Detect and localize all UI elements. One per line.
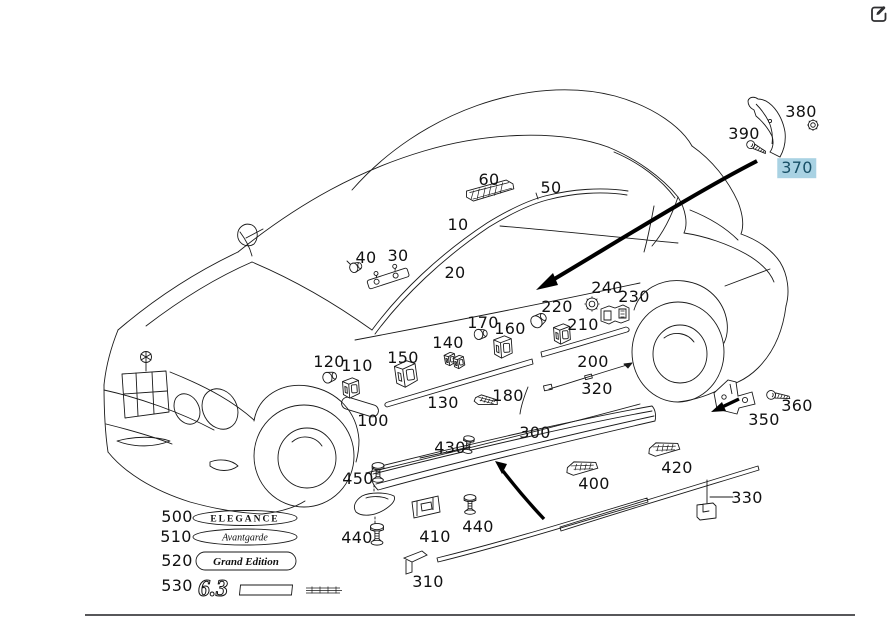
part-label-430[interactable]: 430: [434, 438, 466, 458]
part-label-370[interactable]: 370: [777, 158, 816, 178]
part-label-420[interactable]: 420: [661, 458, 693, 478]
part-label-380[interactable]: 380: [785, 102, 817, 122]
part-label-160[interactable]: 160: [494, 319, 526, 339]
part-label-240[interactable]: 240: [591, 278, 623, 298]
part-label-140[interactable]: 140: [432, 333, 464, 353]
part-label-180[interactable]: 180: [492, 386, 524, 406]
part-label-220[interactable]: 220: [541, 297, 573, 317]
part-label-50[interactable]: 50: [540, 178, 562, 198]
badge-63-text: 6.3: [198, 576, 228, 602]
part-label-60[interactable]: 60: [478, 170, 500, 190]
part-label-10[interactable]: 10: [447, 215, 469, 235]
part-label-170[interactable]: 170: [467, 313, 499, 333]
part-label-150[interactable]: 150: [387, 348, 419, 368]
part-label-390[interactable]: 390: [728, 124, 760, 144]
part-label-130[interactable]: 130: [427, 393, 459, 413]
part-label-520[interactable]: 520: [161, 551, 193, 571]
part-label-110[interactable]: 110: [341, 356, 373, 376]
part-label-400[interactable]: 400: [578, 474, 610, 494]
part-label-230[interactable]: 230: [618, 287, 650, 307]
part-label-200[interactable]: 200: [577, 352, 609, 372]
badge-grand-edition-text: Grand Edition: [213, 556, 279, 568]
part-label-30[interactable]: 30: [387, 246, 409, 266]
part-label-450[interactable]: 450: [342, 469, 374, 489]
part-label-410[interactable]: 410: [419, 527, 451, 547]
part-label-500[interactable]: 500: [161, 507, 193, 527]
part-label-360[interactable]: 360: [781, 396, 813, 416]
part-label-210[interactable]: 210: [567, 315, 599, 335]
part-label-300[interactable]: 300: [519, 423, 551, 443]
footer-divider: [85, 614, 855, 616]
part-label-350[interactable]: 350: [748, 410, 780, 430]
badge-avantgarde-text: Avantgarde: [222, 532, 268, 544]
part-label-510[interactable]: 510: [160, 527, 192, 547]
part-label-530[interactable]: 530: [161, 576, 193, 596]
part-label-310[interactable]: 310: [412, 572, 444, 592]
part-label-100[interactable]: 100: [357, 411, 389, 431]
part-label-40[interactable]: 40: [355, 248, 377, 268]
part-label-320[interactable]: 320: [581, 379, 613, 399]
part-label-440[interactable]: 440: [462, 517, 494, 537]
part-label-440[interactable]: 440: [341, 528, 373, 548]
badge-elegance-text: ELEGANCE: [210, 514, 280, 525]
edit-icon[interactable]: [869, 4, 889, 24]
part-label-20[interactable]: 20: [444, 263, 466, 283]
part-label-330[interactable]: 330: [731, 488, 763, 508]
part-label-120[interactable]: 120: [313, 352, 345, 372]
